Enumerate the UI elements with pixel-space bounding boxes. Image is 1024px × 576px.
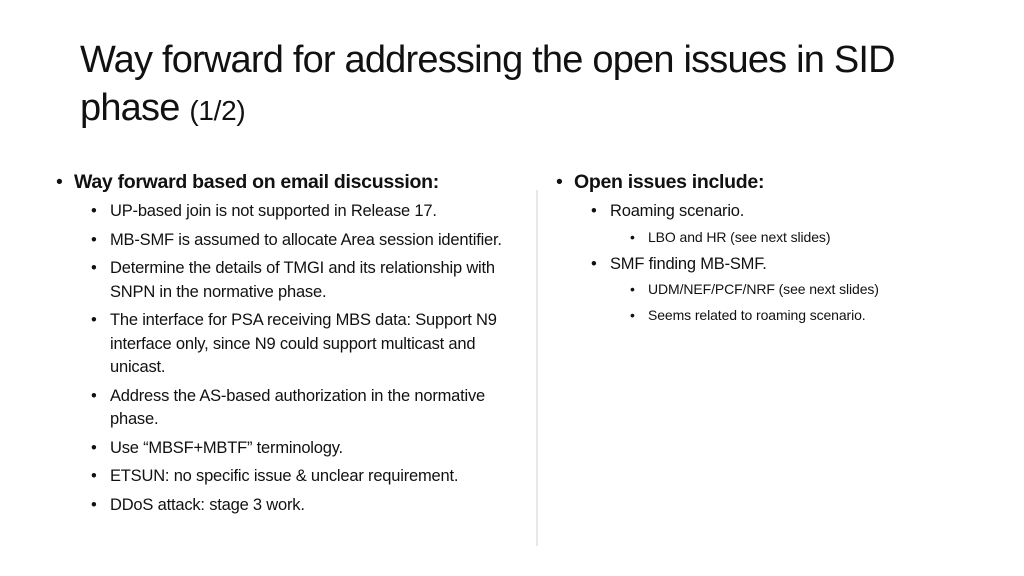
title-page-indicator: (1/2) — [189, 95, 246, 126]
bullet-icon: • — [91, 311, 97, 329]
bullet-icon: • — [56, 171, 63, 193]
slide-title — [80, 36, 960, 135]
bullet-icon: • — [630, 228, 635, 245]
list-item: • SMF finding MB-SMF. • UDM/NEF/PCF/NRF (see next slides) • Seems related to roaming scenario. — [574, 253, 996, 326]
column-divider — [536, 190, 538, 546]
bullet-icon: • — [91, 259, 97, 277]
left-heading: Way forward based on email discussion: — [74, 171, 439, 193]
list-item: • ETSUN: no specific issue & unclear requirement. — [74, 465, 534, 489]
bullet-icon: • — [91, 467, 97, 485]
left-column — [56, 168, 534, 522]
bullet-icon: • — [556, 171, 563, 193]
right-heading-item — [556, 168, 996, 325]
bullet-icon: • — [630, 307, 635, 323]
list-item: • Roaming scenario. • LBO and HR (see next slides) — [574, 200, 996, 247]
list-item: • MB-SMF is assumed to allocate Area session identifier. — [74, 229, 534, 253]
left-heading-item — [56, 168, 534, 517]
title-main: Way forward for addressing the open issues in SID phase — [80, 39, 895, 129]
list-item: • Address the AS-based authorization in the normative phase. — [91, 386, 486, 428]
bullet-icon: • — [91, 202, 97, 220]
bullet-icon: • — [91, 386, 97, 405]
list-item: • UP-based join is not supported in Release 17. — [74, 200, 534, 224]
bullet-icon: • — [91, 438, 97, 457]
bullet-icon: • — [591, 254, 597, 273]
list-item: • The interface for PSA receiving MBS data: Support N9 interface only, since N9 could support multicast and unicast. — [91, 311, 497, 376]
list-subitem: • LBO and HR (see next slides) — [630, 228, 831, 245]
right-column — [556, 168, 996, 331]
list-subitem: • UDM/NEF/PCF/NRF (see next slides) — [630, 281, 879, 297]
list-item: • Determine the details of TMGI and its relationship with SNPN in the normative phase. — [91, 259, 495, 301]
list-item: • DDoS attack: stage 3 work. — [74, 494, 534, 518]
bullet-icon: • — [630, 281, 635, 297]
right-heading: Open issues include: — [574, 171, 765, 193]
bullet-icon: • — [91, 230, 97, 249]
list-subitem: • Seems related to roaming scenario. — [630, 307, 866, 323]
bullet-icon: • — [91, 495, 97, 514]
bullet-icon: • — [591, 202, 597, 220]
list-item: • Use “MBSF+MBTF” terminology. — [74, 437, 534, 461]
